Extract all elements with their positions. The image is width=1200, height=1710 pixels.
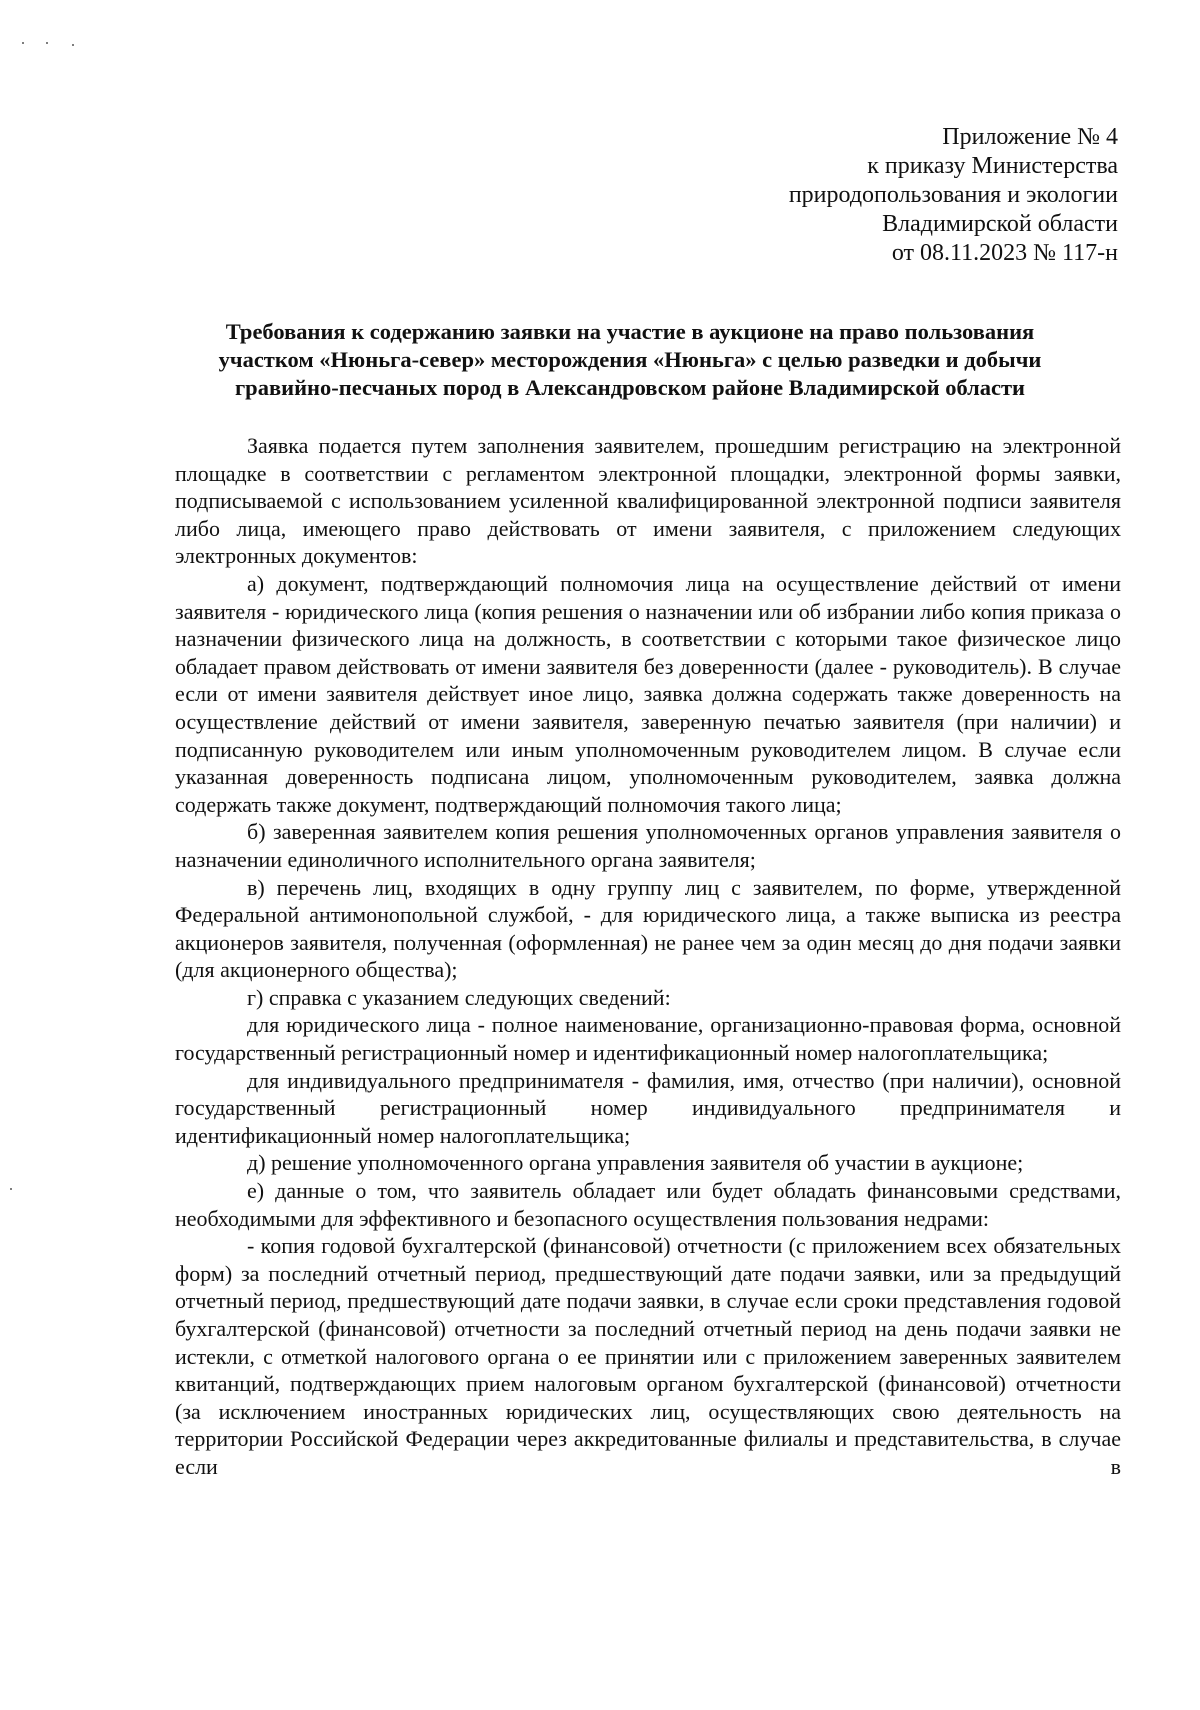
paragraph-item-a: а) документ, подтверждающий полномочия лица на осуществление действий от имени заявителя - юридического лица (копия решения о назначении или об избрании либо копия приказа о назначении физического лица на должность, в соответствии с которыми такое физическое лицо обладает правом действовать от имени заявителя без доверенности (далее - руководитель). В случае если от имени заявителя действует иное лицо, заявка должна содержать также доверенность на осуществление действий от имени заявителя, заверенную печатью заявителя (при наличии) и подписанную руководителем или иным уполномоченным руководителем лицом. В случае если указанная доверенность подписана лицом, уполномоченным руководителем, заявка должна содержать также документ, подтверждающий полномочия такого лица; [175,570,1121,817]
scan-speck [46,42,48,44]
annex-number: Приложение № 4 [942,124,1118,150]
paragraph-item-b: б) заверенная заявителем копия решения уполномоченных органов управления заявителя о назначении единоличного исполнительного органа заявителя; [175,819,1121,872]
paragraph-legal-entity: для юридического лица - полное наименование, организационно-правовая форма, основной государственный регистрационный номер и идентификационный номер налогоплательщика; [175,1012,1121,1066]
annex-region: Владимирской области [882,211,1118,237]
document-title [150,318,1110,402]
paragraph-intro: Заявка подается путем заполнения заявителем, прошедшим регистрацию на электронной площадке в соответствии с регламентом электронной площадки, электронной формы заявки, подписываемой с использованием усиленной квалифицированной электронной подписи заявителя либо лица, имеющего право действовать от имени заявителя, с приложением следующих электронных документов: [175,433,1121,569]
title-line: участком «Нюньга-север» месторождения «Нюньга» с целью разведки и добычи [218,347,1042,372]
annex-ministry: природопользования и экологии [788,182,1118,208]
paragraph-item-d: д) решение уполномоченного органа управления заявителя об участии в аукционе; [247,1150,1024,1176]
scan-speck [72,44,74,46]
paragraph-item-v: в) перечень лиц, входящих в одну группу лиц с заявителем, по форме, утвержденной Федеральной антимонопольной службой, - для юридического лица, а также выписка из реестра акционеров заявителя, полученная (оформленная) не ранее чем за один месяц до дня подачи заявки (для акционерного общества); [175,874,1121,983]
title-line: Требования к содержанию заявки на участие в аукционе на право пользования [225,319,1035,344]
scan-speck [10,1188,12,1190]
scan-speck [22,42,24,44]
paragraph-financial-statements: - копия годовой бухгалтерской (финансовой) отчетности (с приложением всех обязательных форм) за последний отчетный период, предшествующий дате подачи заявки, или за предыдущий отчетный период, предшествующий дате подачи заявки, в случае если сроки представления годовой бухгалтерской (финансовой) отчетности за последний отчетный период на день подачи заявки не истекли, с отметкой налогового органа о ее принятии или с приложением заверенных заявителем квитанций, подтверждающих прием налоговым органом бухгалтерской (финансовой) отчетности (за исключением иностранных юридических лиц, осуществляющих свою деятельность на территории Российской Федерации через аккредитованные филиалы и представительства, в случае если в [175,1233,1121,1479]
paragraph-entrepreneur: для индивидуального предпринимателя - фамилия, имя, отчество (при наличии), основной государственный регистрационный номер индивидуального предпринимателя и идентификационный номер налогоплательщика; [175,1067,1121,1148]
document-body [175,432,1121,1481]
title-line: гравийно-песчаных пород в Александровском районе Владимирской области [234,375,1026,400]
annex-header [598,123,1118,268]
paragraph-item-e: е) данные о том, что заявитель обладает или будет обладать финансовыми средствами, необходимыми для эффективного и безопасного осуществления пользования недрами: [175,1178,1121,1231]
annex-date-number: от 08.11.2023 № 117-н [891,240,1118,266]
annex-order-ref: к приказу Министерства [867,153,1118,179]
paragraph-item-g: г) справка с указанием следующих сведений: [247,984,671,1010]
